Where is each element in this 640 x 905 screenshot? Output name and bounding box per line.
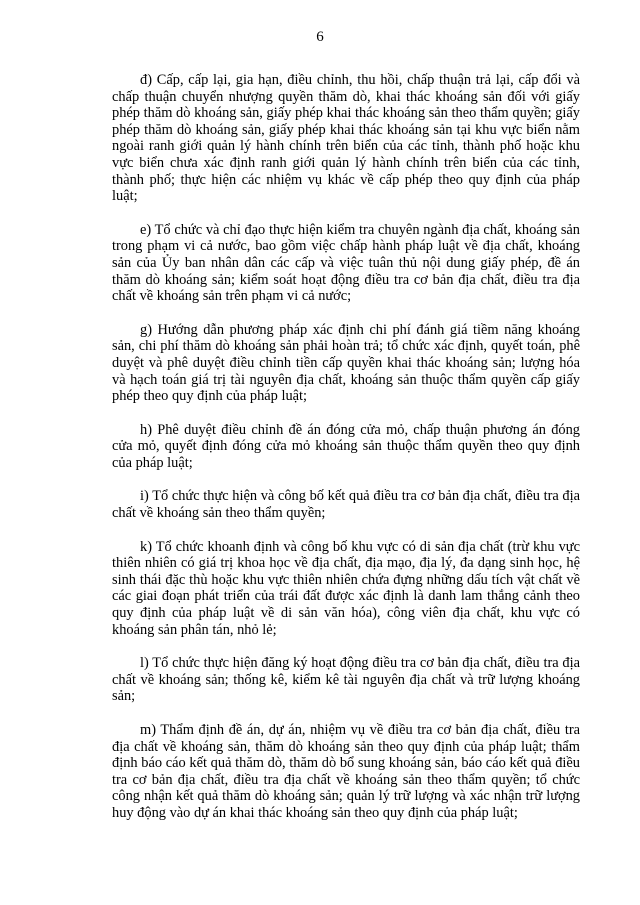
document-body xyxy=(112,72,580,839)
paragraph-i: i) Tổ chức thực hiện và công bố kết quả điều tra cơ bản địa chất, điều tra địa chất về khoáng sản theo thẩm quyền; xyxy=(112,488,580,522)
paragraph-e: e) Tổ chức và chỉ đạo thực hiện kiểm tra chuyên ngành địa chất, khoáng sản trong phạm vi cả nước, bao gồm việc chấp hành pháp luật về địa chất, khoáng sản của Ủy ban nhân dân các cấp và việc tuân thủ nội dung giấy phép, đề án thăm dò khoáng sản; kiểm soát hoạt động điều tra cơ bản địa chất, điều tra địa chất về khoáng sản trên phạm vi cả nước; xyxy=(112,221,580,305)
paragraph-k: k) Tổ chức khoanh định và công bố khu vực có di sản địa chất (trừ khu vực thiên nhiên có giá trị khoa học về địa chất, địa mạo, địa lý, đa dạng sinh học, hệ sinh thái đặc thù hoặc khu vực thiên nhiên chứa đựng những dấu tích vật chất về các giai đoạn phát triển của trái đất được xác định là danh lam thắng cảnh theo quy định của pháp luật về di sản văn hóa), công viên địa chất, khu vực có khoáng sản phân tán, nhỏ lẻ; xyxy=(112,538,580,638)
paragraph-m: m) Thẩm định đề án, dự án, nhiệm vụ về điều tra cơ bản địa chất, điều tra địa chất về khoáng sản, thăm dò khoáng sản theo quy định của pháp luật; thẩm định báo cáo kết quả thăm dò, thăm dò bổ sung khoáng sản, báo cáo kết quả điều tra cơ bản địa chất, điều tra địa chất về khoáng sản theo thẩm quyền; tổ chức công nhận kết quả thăm dò khoáng sản; quản lý trữ lượng và xác nhận trữ lượng huy động vào dự án khai thác khoáng sản theo quy định của pháp luật; xyxy=(112,722,580,821)
paragraph-d-stroke: đ) Cấp, cấp lại, gia hạn, điều chỉnh, thu hồi, chấp thuận trả lại, cấp đổi và chấp thuận chuyển nhượng quyền thăm dò, khai thác khoáng sản đối với giấy phép thăm dò khoáng sản, giấy phép khai thác khoáng sản theo thẩm quyền; giấy phép thăm dò khoáng sản, giấy phép khai thác khoáng sản tại khu vực biển nằm ngoài ranh giới quản lý hành chính trên biển của các tỉnh, thành phố hoặc khu vực biển chưa xác định ranh giới quản lý hành chính trên biển của các tỉnh, thành phố; thực hiện các nhiệm vụ khác về cấp phép theo quy định của pháp luật; xyxy=(112,72,580,205)
page-number: 6 xyxy=(316,29,324,45)
paragraph-l: l) Tổ chức thực hiện đăng ký hoạt động điều tra cơ bản địa chất, điều tra địa chất về khoáng sản; thống kê, kiểm kê tài nguyên địa chất và trữ lượng khoáng sản; xyxy=(112,655,580,705)
paragraph-h: h) Phê duyệt điều chỉnh đề án đóng cửa mỏ, chấp thuận phương án đóng cửa mỏ, quyết định đóng cửa mỏ khoáng sản thuộc thẩm quyền theo quy định của pháp luật; xyxy=(112,421,580,471)
paragraph-g: g) Hướng dẫn phương pháp xác định chi phí đánh giá tiềm năng khoáng sản, chi phí thăm dò khoáng sản phải hoàn trả; tổ chức xác định, quyết toán, phê duyệt và phê duyệt điều chỉnh tiền cấp quyền khai thác khoáng sản; lượng hóa và hạch toán giá trị tài nguyên địa chất, khoáng sản thuộc thẩm quyền cấp giấy phép theo quy định của pháp luật; xyxy=(112,321,580,405)
